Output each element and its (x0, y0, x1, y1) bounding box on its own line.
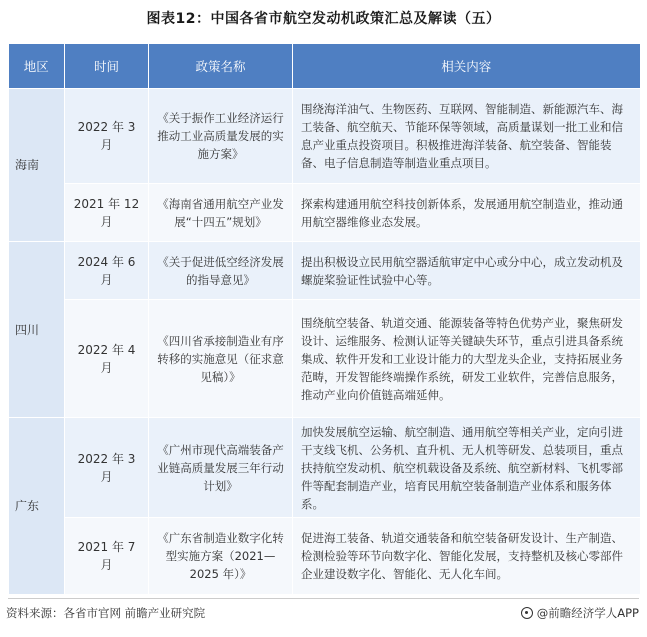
policy-name-cell: 《广州市现代高端装备产业链高质量发展三年行动计划》 (149, 418, 293, 518)
policy-name-cell: 《关于振作工业经济运行推动工业高质量发展的实施方案》 (149, 89, 293, 184)
table-header-row (9, 44, 640, 89)
time-cell: 2021 年 12 月 (65, 184, 149, 242)
footer-divider (8, 598, 639, 599)
header-policy-name: 政策名称 (149, 44, 293, 89)
content-cell: 围绕海洋油气、生物医药、互联网、智能制造、新能源汽车、海工装备、航空航天、节能环保等领域，高质量谋划一批工业和信息产业重点投资项目。积极推进海洋装备、航空装备、智能装备、电子信息制造等制造业重点项目。 (293, 89, 640, 184)
table-row (9, 518, 640, 594)
header-region: 地区 (9, 44, 65, 89)
header-time: 时间 (65, 44, 149, 89)
table-row (9, 300, 640, 418)
content-cell: 围绕航空装备、轨道交通、能源装备等特色优势产业，聚焦研发设计、运维服务、检测认证等关键缺失环节，重点引进具备系统集成、软件开发和工业设计能力的大型龙头企业，支持拓展业务范畴，开发智能终端操作系统，研发工业软件，完善信息服务，推动产业向价值链高端延伸。 (293, 300, 640, 418)
time-cell: 2022 年 3 月 (65, 89, 149, 184)
source-note: 资料来源：各省市官网 前瞻产业研究院 (6, 606, 206, 620)
policy-table (8, 44, 640, 594)
time-cell: 2022 年 4 月 (65, 300, 149, 418)
region-cell: 广东 (9, 418, 65, 594)
brand-credit (521, 605, 639, 621)
region-cell: 四川 (9, 242, 65, 418)
policy-name-cell: 《海南省通用航空产业发展“十四五”规划》 (149, 184, 293, 242)
content-cell: 提出积极设立民用航空器适航审定中心或分中心，成立发动机及螺旋桨验证性试验中心等。 (293, 242, 640, 300)
chart-title: 图表12：中国各省市航空发动机政策汇总及解读（五） (146, 11, 501, 27)
table-row (9, 418, 640, 518)
content-cell: 促进海工装备、轨道交通装备和航空装备研发设计、生产制造、检测检验等环节向数字化、智能化发展，支持整机及核心零部件企业建设数字化、智能化、无人化车间。 (293, 518, 640, 594)
policy-name-cell: 《广东省制造业数字化转型实施方案（2021—2025 年）》 (149, 518, 293, 594)
time-cell: 2024 年 6 月 (65, 242, 149, 300)
brand-logo-icon (521, 607, 533, 619)
content-cell: 探索构建通用航空科技创新体系，发展通用航空制造业，推动通用航空器维修业态发展。 (293, 184, 640, 242)
content-cell: 加快发展航空运输、航空制造、通用航空等相关产业，定向引进干支线飞机、公务机、直升机、无人机等研发、总装项目，重点扶持航空发动机、航空机载设备及系统、航空新材料、飞机零部件等配套制造产业，培育民用航空装备制造产业体系和服务体系。 (293, 418, 640, 518)
policy-name-cell: 《四川省承接制造业有序转移的实施意见（征求意见稿）》 (149, 300, 293, 418)
header-content: 相关内容 (293, 44, 640, 89)
time-cell: 2021 年 7 月 (65, 518, 149, 594)
time-cell: 2022 年 3 月 (65, 418, 149, 518)
table-row (9, 89, 640, 184)
table-row (9, 184, 640, 242)
table-row (9, 242, 640, 300)
region-cell: 海南 (9, 89, 65, 242)
brand-credit-text: @前瞻经济学人APP (536, 606, 639, 620)
policy-name-cell: 《关于促进低空经济发展的指导意见》 (149, 242, 293, 300)
